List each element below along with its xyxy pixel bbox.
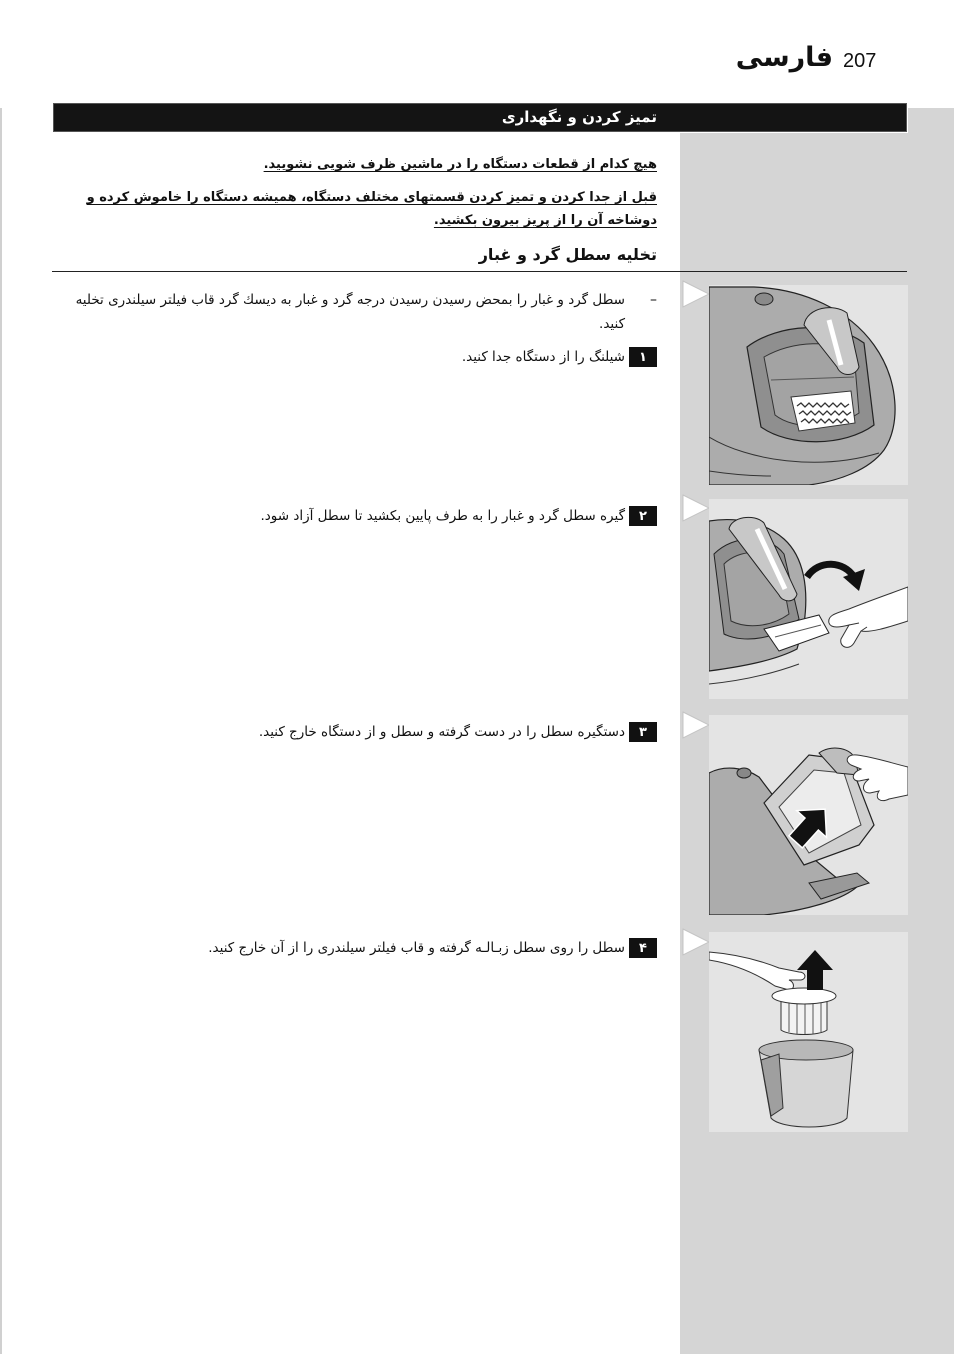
illustration-step-2 [709, 499, 908, 699]
bullet-marker: – [650, 292, 657, 308]
step-text: سطل را روی سطل زبـالـه گرفته و قاب فیلتر سیلندری را از آن خارج کنید. [208, 940, 625, 956]
sidebar-column-top [908, 108, 954, 133]
illustration-step-1 [709, 285, 908, 485]
bucket-illustration [709, 932, 908, 1132]
step-4 [52, 938, 657, 958]
left-margin-rule [0, 108, 2, 1354]
illustration-step-3 [709, 715, 908, 915]
bullet-item [56, 288, 657, 336]
dust-bucket [759, 1040, 853, 1127]
cylinder-filter [772, 988, 836, 1035]
step-text: گیره سطل گرد و غبار را به طرف پایین بکشید تا سطل آزاد شود. [260, 508, 625, 524]
step-text: دستگیره سطل را در دست گرفته و سطل و از دستگاه خارج کنید. [258, 724, 625, 740]
page-number: 207 [843, 50, 877, 72]
step-3 [52, 722, 657, 742]
curved-arrow-icon [807, 564, 865, 591]
pointer-triangle-icon [682, 928, 710, 956]
language-label: فارسی [735, 42, 833, 73]
pointer-triangle-icon [682, 280, 710, 308]
step-number: ۱ [629, 347, 657, 367]
step-text: شیلنگ را از دستگاه جدا کنید. [461, 349, 625, 365]
vacuum-illustration [709, 499, 908, 699]
hand [709, 952, 805, 990]
pointer-triangle-icon [682, 494, 710, 522]
vacuum-illustration [709, 715, 908, 915]
step-number: ۲ [629, 506, 657, 526]
bullet-text: سطل گرد و غبار را بمحض رسیدن رسیدن درجه گرد و غبار به دیسك گرد قاب فیلتر سیلندری تخلیه کنید. [75, 292, 625, 332]
section-title-bar [53, 103, 907, 132]
arrow-icon [797, 950, 833, 990]
warnings [52, 153, 657, 232]
illustration-step-4 [709, 932, 908, 1132]
pointer-triangle-icon [682, 711, 710, 739]
hand [829, 587, 908, 647]
vacuum-illustration [709, 285, 908, 485]
subsection-title: تخلیه سطل گرد و غبار [478, 245, 657, 264]
step-2 [52, 506, 657, 526]
section-divider [52, 271, 907, 272]
warning-dishwasher: هیچ کدام از قطعات دستگاه را در ماشین ظرف شویی نشویید. [263, 157, 657, 172]
section-title: تمیز کردن و نگهداری [501, 108, 657, 126]
warning-unplug: قبل از جدا کردن و تمیز کردن قسمتهای مختلف دستگاه، همیشه دستگاه را خاموش کرده و دوشاخه آن را از پریز بیرون بکشید. [86, 190, 657, 228]
step-number: ۳ [629, 722, 657, 742]
step-number: ۴ [629, 938, 657, 958]
step-1 [52, 347, 657, 367]
